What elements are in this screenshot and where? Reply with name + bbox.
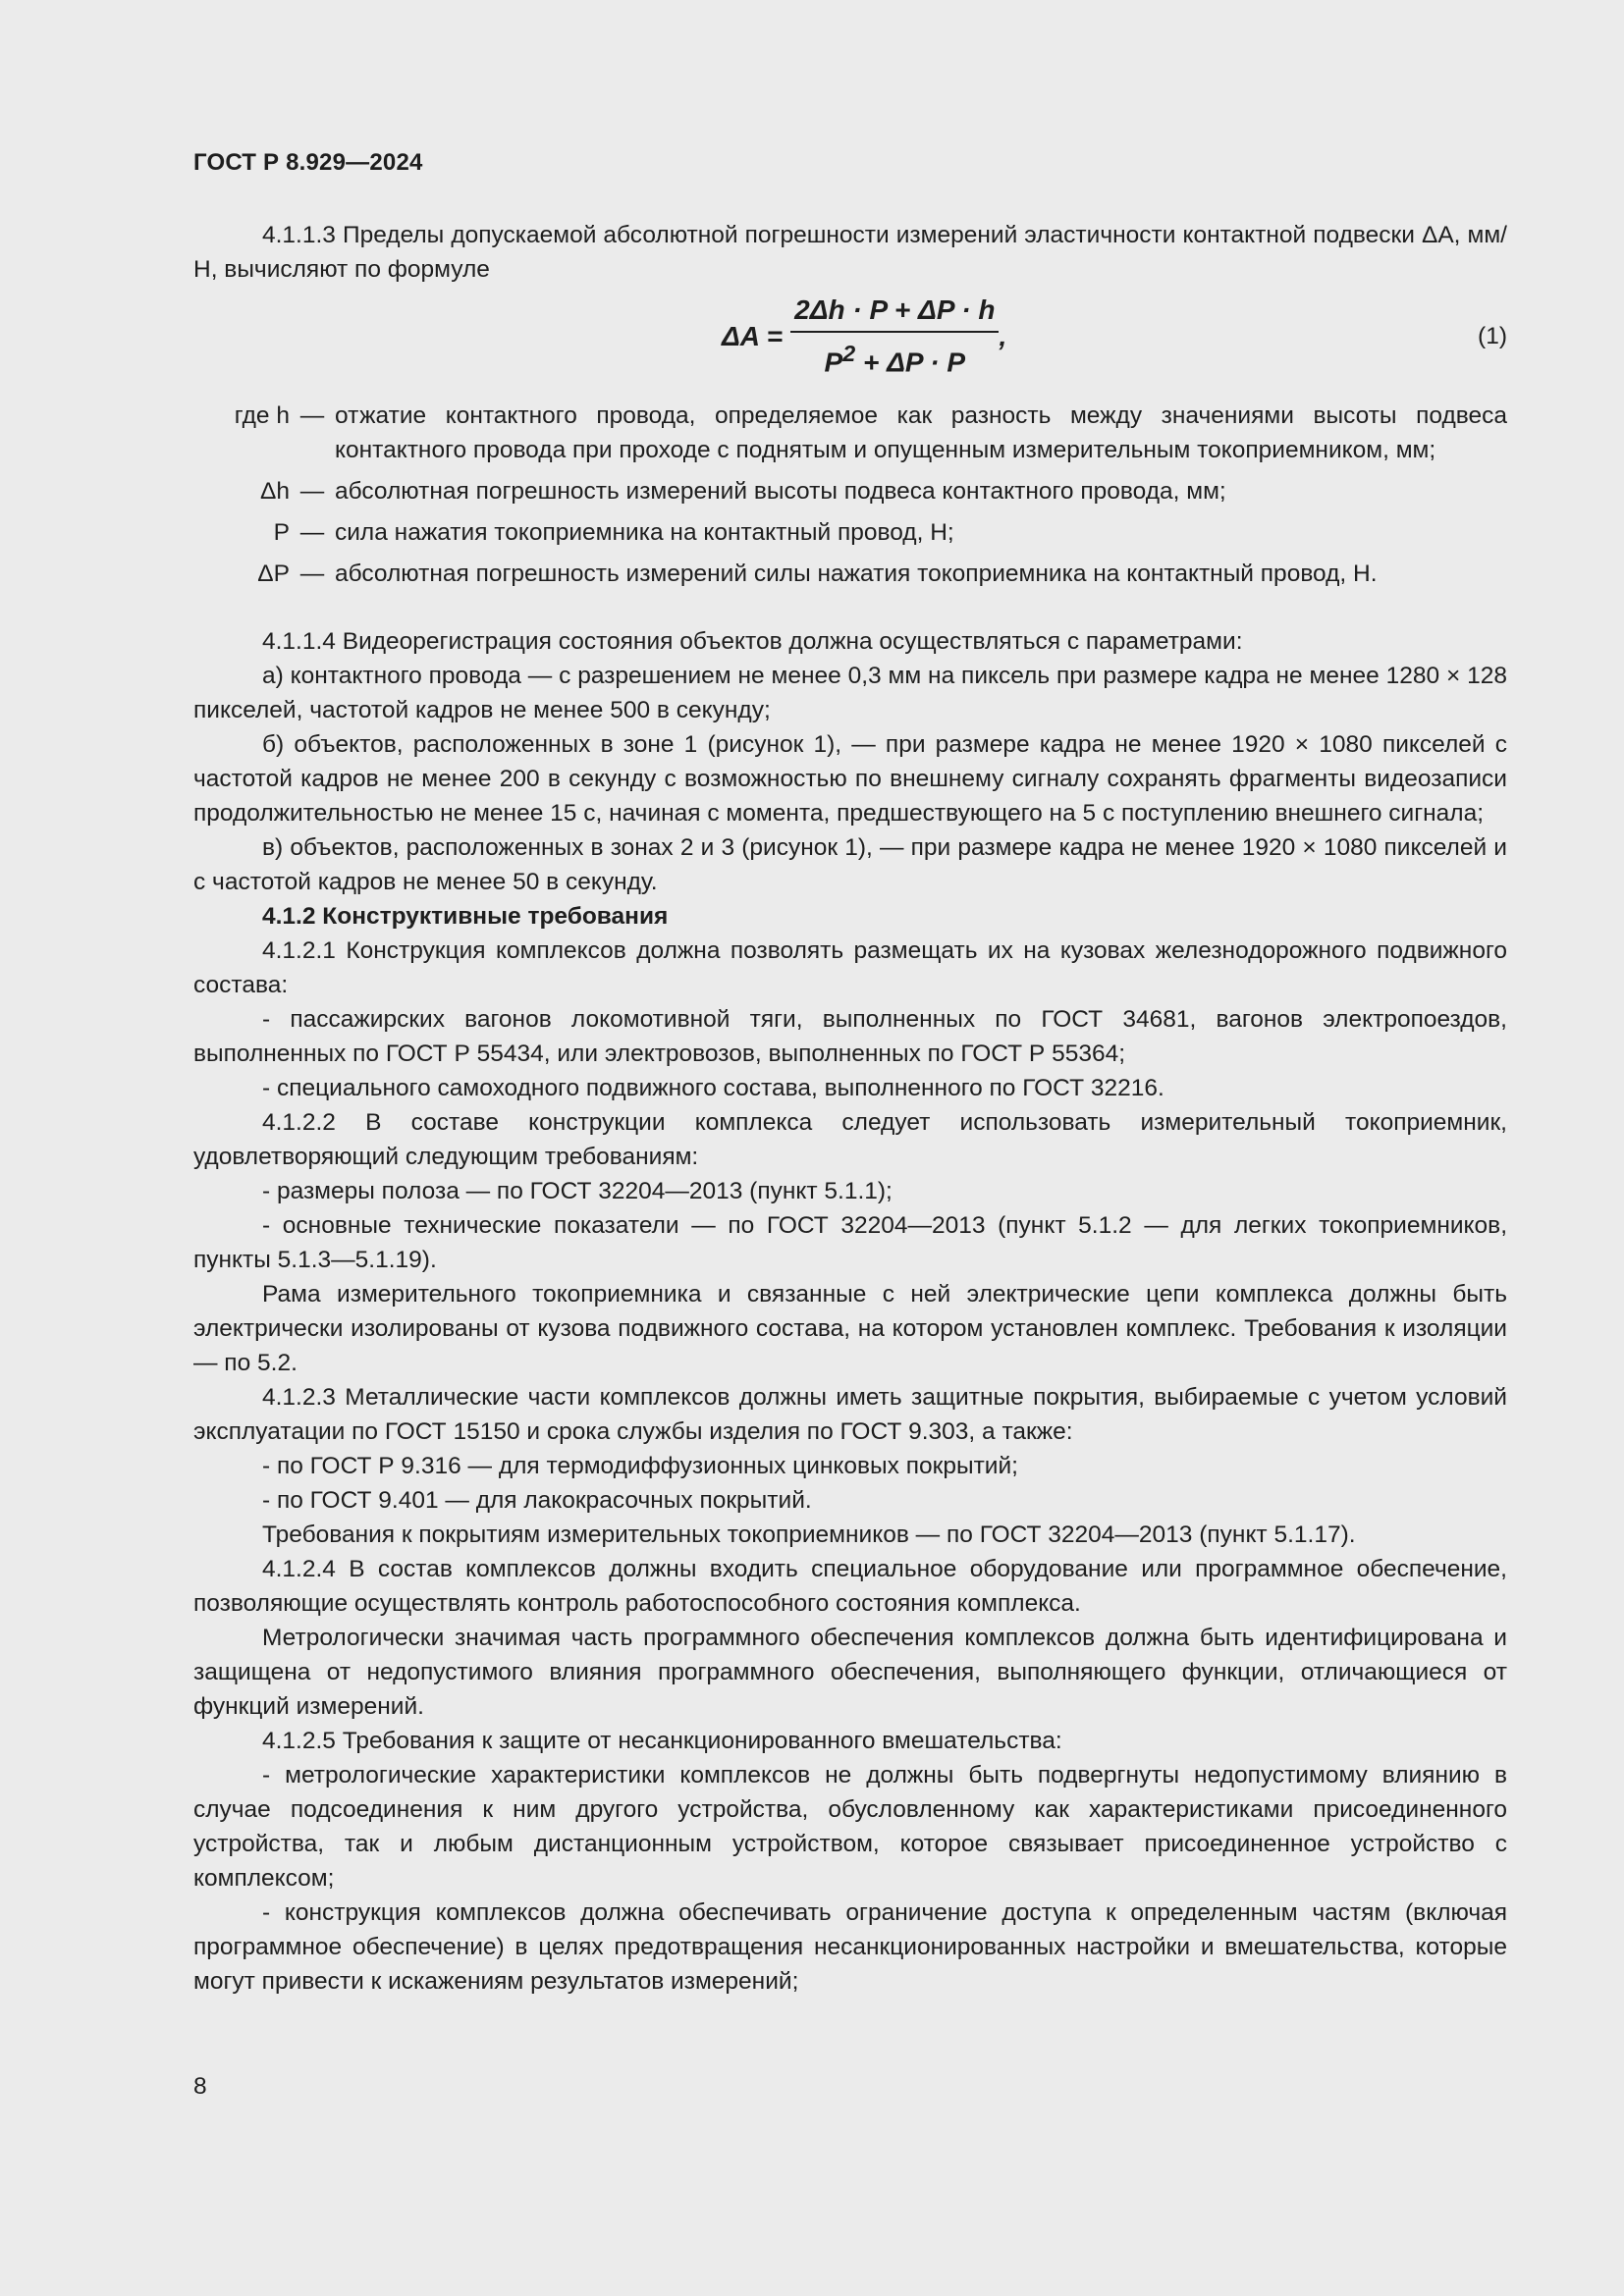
equation-number: (1) [1478,323,1507,349]
paragraph: а) контактного провода — с разрешением не менее 0,3 мм на пиксель при размере кадра не менее 1280 × 128 пикселей, частотой кадров не менее 500 в секунду; [193,663,1507,723]
list-item: - специального самоходного подвижного состава, выполненного по ГОСТ 32216. [262,1075,1164,1101]
spacer [193,607,1507,624]
section-heading-4-1-2: 4.1.2 Конструктивные требования [262,903,669,930]
page-number: 8 [193,2073,207,2100]
legend-symbol: P [273,519,290,546]
list-item: - размеры полоза — по ГОСТ 32204—2013 (пункт 5.1.1); [262,1178,893,1204]
legend-dash: — [299,402,325,429]
list-item: - по ГОСТ 9.401 — для лакокрасочных покрытий. [262,1487,812,1514]
formula-numerator: 2Δh · P + ΔP · h [790,293,999,333]
legend-dash: — [299,561,325,587]
legend-dash: — [299,478,325,505]
paragraph: 4.1.2.3 Металлические части комплексов должны иметь защитные покрытия, выбираемые с учетом условий эксплуатации по ГОСТ 15150 и срока службы изделия по ГОСТ 9.303, а также: [193,1384,1507,1445]
paragraph-4-1-1-3: 4.1.1.3 Пределы допускаемой абсолютной погрешности измерений эластичности контактной подвески ΔA, мм/Н, вычисляют по формуле [193,222,1507,283]
legend-row-delta-p [193,557,1507,591]
formula-denominator [825,333,966,379]
legend-row-h [193,399,1507,467]
formula-den-base: P [824,347,843,378]
legend-symbol: ΔP [257,561,290,587]
paragraph: б) объектов, расположенных в зоне 1 (рисунок 1), — при размере кадра не менее 1920 × 1080 пикселей с частотой кадров не менее 200 в секунду с возможностью по внешнему сигналу сохранять фрагменты видеозаписи продолжительностью не менее 15 с, начиная с момента, предшествующего на 5 с поступлению внешнего сигнала; [193,731,1507,827]
list-item: - основные технические показатели — по ГОСТ 32204—2013 (пункт 5.1.2 — для легких токоприемников, пункты 5.1.3—5.1.19). [193,1212,1507,1273]
paragraph: Рама измерительного токоприемника и связанные с ней электрические цепи комплекса должны быть электрически изолированы от кузова подвижного состава, на котором установлен комплекс. Требования к изоляции — по 5.2. [193,1281,1507,1376]
paragraph: 4.1.2.4 В состав комплексов должны входить специальное оборудование или программное обеспечение, позволяющие осуществлять контроль работоспособного состояния комплекса. [193,1556,1507,1617]
legend-row-delta-h [193,474,1507,508]
legend-dash: — [299,519,325,546]
formula-trail: , [999,320,1007,351]
formula-legend [193,399,1507,591]
document-header: ГОСТ Р 8.929—2024 [193,149,423,176]
legend-text: сила нажатия токоприемника на контактный провод, Н; [335,519,954,546]
paragraph: Метрологически значимая часть программного обеспечения комплексов должна быть идентифицирована и защищена от недопустимого влияния программного обеспечения, выполняющего функции, отличающиеся от функций измерений. [193,1625,1507,1720]
formula-expression [722,291,1006,381]
list-item: - метрологические характеристики комплексов не должны быть подвергнуты недопустимому влиянию в случае подсоединения к ним другого устройства, обусловленному как характеристиками присоединенного устройства, так и любым дистанционным устройством, которое связывает присоединенное устройство с комплексом; [193,1762,1507,1892]
legend-symbol: где h [234,402,290,429]
legend-text: абсолютная погрешность измерений силы нажатия токоприемника на контактный провод, Н. [335,561,1378,587]
list-item: - конструкция комплексов должна обеспечивать ограничение доступа к определенным частям (включая программное обеспечение) в целях предотвращения несанкционированных настройки и вмешательства, которые могут привести к искажениям результатов измерений; [193,1899,1507,1995]
formula-fraction [790,293,999,379]
document-body [193,218,1507,1999]
formula-lhs: ΔA = [722,320,784,351]
paragraph: 4.1.2.2 В составе конструкции комплекса следует использовать измерительный токоприемник, удовлетворяющий следующим требованиям: [193,1109,1507,1170]
paragraph: в) объектов, расположенных в зонах 2 и 3 (рисунок 1), — при размере кадра не менее 1920 × 1080 пикселей и с частотой кадров не менее 50 в секунду. [193,834,1507,895]
paragraph: Требования к покрытиям измерительных токоприемников — по ГОСТ 32204—2013 (пункт 5.1.17). [262,1522,1356,1548]
paragraph: 4.1.2.5 Требования к защите от несанкционированного вмешательства: [262,1728,1062,1754]
legend-symbol: Δh [260,478,290,505]
list-item: - пассажирских вагонов локомотивной тяги, выполненных по ГОСТ 34681, вагонов электропоездов, выполненных по ГОСТ Р 55434, или электровозов, выполненных по ГОСТ Р 55364; [193,1006,1507,1067]
formula-1 [193,291,1507,381]
legend-row-p [193,515,1507,550]
formula-den-rest: + ΔP · P [855,347,966,378]
list-item: - по ГОСТ Р 9.316 — для термодиффузионных цинковых покрытий; [262,1453,1018,1479]
paragraph: 4.1.2.1 Конструкция комплексов должна позволять размещать их на кузовах железнодорожного подвижного состава: [193,937,1507,998]
paragraph: 4.1.1.4 Видеорегистрация состояния объектов должна осуществляться с параметрами: [262,628,1243,655]
legend-text: абсолютная погрешность измерений высоты подвеса контактного провода, мм; [335,478,1226,505]
legend-text: отжатие контактного провода, определяемое как разность между значениями высоты подвеса контактного провода при проходе с поднятым и опущенным измерительным токоприемником, мм; [335,402,1507,463]
formula-den-exp: 2 [842,340,856,366]
